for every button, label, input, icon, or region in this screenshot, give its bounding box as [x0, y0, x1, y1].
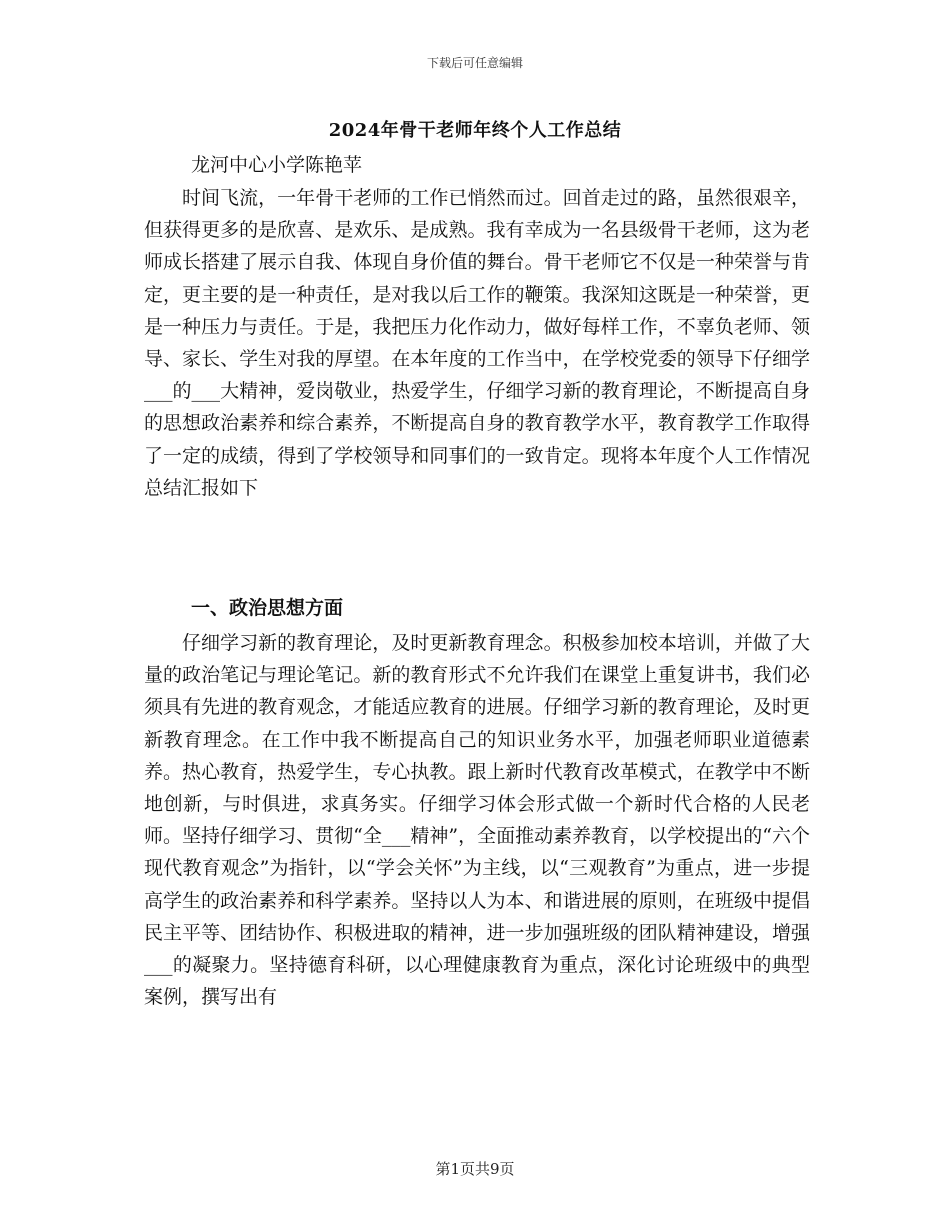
- body-paragraph-political: 仔细学习新的教育理论，及时更新教育理念。积极参加校本培训，并做了大量的政治笔记与理论笔记。新的教育形式不允许我们在课堂上重复讲书，我们必须具有先进的教育观念，才能适应教育的进展。仔细学习新的教育理论，及时更新教育理念。在工作中我不断提高自己的知识业务水平，加强老师职业道德素养。热心教育，热爱学生，专心执教。跟上新时代教育改革模式，在教学中不断地创新，与时俱进，求真务实。仔细学习体会形式做一个新时代合格的人民老师。坚持仔细学习、贯彻“全___精神”，全面推动素养教育，以学校提出的“六个现代教育观念”为指针，以“学会关怀”为主线，以“三观教育”为重点，进一步提高学生的政治素养和科学素养。坚持以人为本、和谐进展的原则，在班级中提倡民主平等、团结协作、积极进取的精神，进一步加强班级的团队精神建设，增强___的凝聚力。坚持德育科研，以心理健康教育为重点，深化讨论班级中的典型案例，撰写出有: [144, 632, 810, 1009]
- page-footer-number: 第1页共9页: [435, 1160, 515, 1178]
- section-heading-political: 一、政治思想方面: [191, 597, 344, 619]
- body-paragraph-intro: 时间飞流，一年骨干老师的工作已悄然而过。回首走过的路，虽然很艰辛，但获得更多的是欣喜、是欢乐、是成熟。我有幸成为一名县级骨干老师，这为老师成长搭建了展示自我、体现自身价值的舞台。骨干老师它不仅是一种荣誉与肯定，更主要的是一种责任，是对我以后工作的鞭策。我深知这既是一种荣誉，更是一种压力与责任。于是，我把压力化作动力，做好每样工作，不辜负老师、领导、家长、学生对我的厚望。在本年度的工作当中，在学校党委的领导下仔细学___的___大精神，爱岗敬业，热爱学生，仔细学习新的教育理论，不断提高自身的思想政治素养和综合素养，不断提高自身的教育教学水平，教育教学工作取得了一定的成绩，得到了学校领导和同事们的一致肯定。现将本年度个人工作情况总结汇报如下: [144, 187, 810, 499]
- document-title: 2024年骨干老师年终个人工作总结: [328, 120, 622, 141]
- page-header-note: 下载后可任意编辑: [426, 56, 523, 70]
- author-line: 龙河中心小学陈艳苹: [191, 154, 363, 176]
